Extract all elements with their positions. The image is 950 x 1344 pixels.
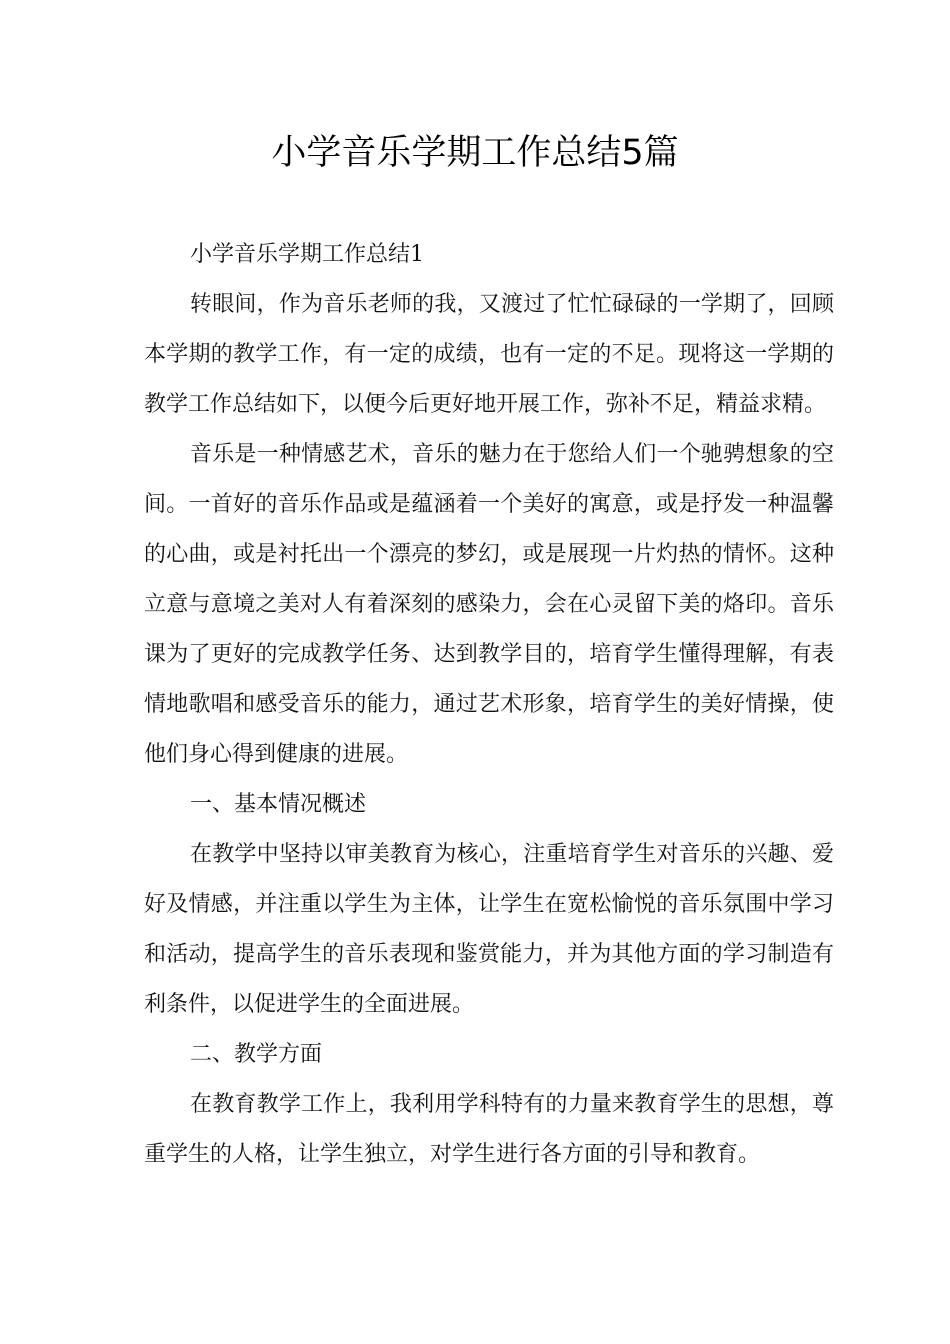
paragraph-intro: 转眼间，作为音乐老师的我，又渡过了忙忙碌碌的一学期了，回顾本学期的教学工作，有一定的成绩，也有一定的不足。现将这一学期的教学工作总结如下，以便今后更好地开展工作，弥补不足，精益求精。 bbox=[144, 292, 834, 417]
paragraph-teaching: 在教育教学工作上，我利用学科特有的力量来教育学生的思想，尊重学生的人格，让学生独立，对学生进行各方面的引导和教育。 bbox=[144, 1092, 834, 1167]
document-title: 小学音乐学期工作总结5篇 bbox=[271, 133, 679, 173]
section-heading-overview: 一、基本情况概述 bbox=[190, 792, 367, 817]
section-heading-summary-1: 小学音乐学期工作总结1 bbox=[190, 242, 424, 267]
paragraph-music-art: 音乐是一种情感艺术，音乐的魅力在于您给人们一个驰骋想象的空间。一首好的音乐作品或是蕴涵着一个美好的寓意，或是抒发一种温馨的心曲，或是衬托出一个漂亮的梦幻，或是展现一片灼热的情怀。这种立意与意境之美对人有着深刻的感染力，会在心灵留下美的烙印。音乐课为了更好的完成教学任务、达到教学目的，培育学生懂得理解，有表情地歌唱和感受音乐的能力，通过艺术形象，培育学生的美好情操，使他们身心得到健康的进展。 bbox=[144, 442, 834, 767]
section-heading-teaching: 二、教学方面 bbox=[190, 1042, 323, 1067]
paragraph-overview: 在教学中坚持以审美教育为核心，注重培育学生对音乐的兴趣、爱好及情感，并注重以学生为主体，让学生在宽松愉悦的音乐氛围中学习和活动，提高学生的音乐表现和鉴赏能力，并为其他方面的学习制造有利条件，以促进学生的全面进展。 bbox=[144, 842, 834, 1017]
document-body bbox=[144, 230, 834, 1180]
